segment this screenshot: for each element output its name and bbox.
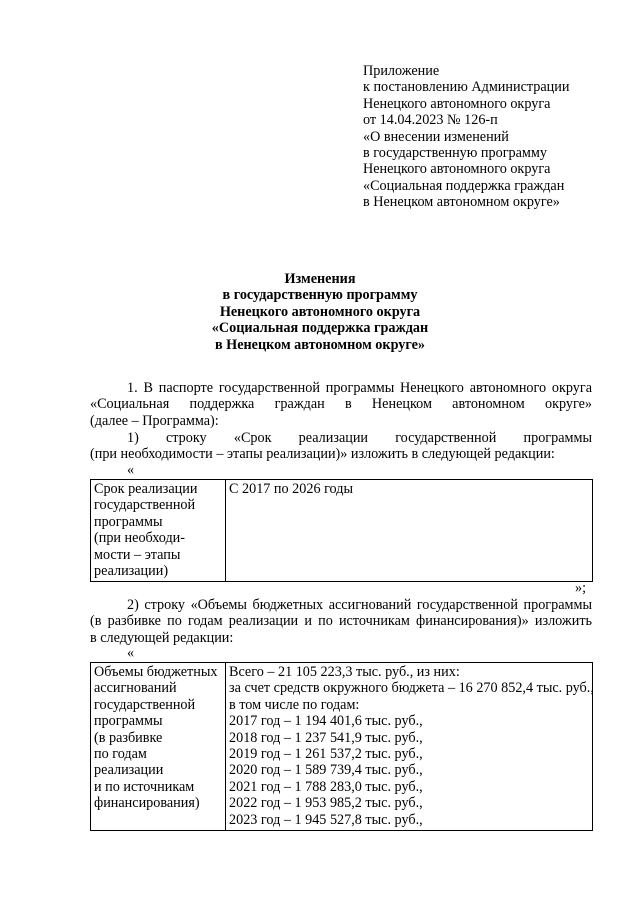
budget-table [90, 662, 593, 831]
annex-line: Ненецкого автономного округа [363, 95, 551, 112]
quote-open-mark: « [127, 462, 135, 478]
term-value-cell: С 2017 по 2026 годы [226, 480, 593, 582]
annex-line: Ненецкого автономного округа [363, 161, 551, 178]
title-line: Изменения [284, 271, 356, 287]
paragraph-line: 1) строку «Срок реализации государственной программы [127, 430, 592, 446]
item-1-paragraph [90, 380, 592, 429]
quote-close-mark: »; [575, 580, 587, 596]
title-line: в Ненецком автономном округе» [214, 336, 426, 353]
subitem-1-paragraph [90, 430, 592, 463]
annex-line: Приложение [363, 63, 440, 79]
subitem-2-paragraph [90, 597, 592, 646]
paragraph-line: (далее – Программа): [90, 412, 219, 429]
table-row [91, 480, 593, 582]
annex-line: «Социальная поддержка граждан [363, 177, 565, 194]
budget-label-cell: Объемы бюджетных ассигнований государственной программы (в разбивке по годам реализации и по источникам финансирования) [91, 663, 226, 831]
title-line: «Социальная поддержка граждан [211, 320, 429, 337]
annex-line: «О внесении изменений [363, 128, 509, 145]
paragraph-line: 1. В паспорте государственной программы Ненецкого автономного округа [127, 380, 592, 396]
paragraph-line: в следующей редакции: [90, 629, 234, 646]
title-line: в государственную программу [222, 287, 418, 304]
annex-line: в Ненецком автономном округе» [363, 194, 560, 211]
document-title [0, 271, 640, 353]
term-table [90, 479, 593, 582]
paragraph-line: (в разбивке по годам реализации и по источникам финансирования)» изложить [90, 613, 592, 630]
table-row [91, 663, 593, 831]
paragraph-line: 2) строку «Объемы бюджетных ассигнований государственной программы [127, 597, 592, 613]
annex-line: в государственную программу [363, 145, 547, 162]
annex-line: от 14.04.2023 № 126-п [363, 112, 498, 129]
quote-open-mark: « [127, 645, 135, 661]
annex-line: к постановлению Администрации [363, 79, 570, 96]
paragraph-line: «Социальная поддержка граждан в Ненецком автономном округе» [90, 396, 592, 413]
annex-header [363, 63, 623, 211]
title-line: Ненецкого автономного округа [219, 303, 421, 320]
budget-value-cell: Всего – 21 105 223,3 тыс. руб., из них: за счет средств окружного бюджета – 16 270 852,4 тыс. руб., в том числе по годам: 2017 год – 1 194 401,6 тыс. руб., 2018 год – 1 237 541,9 тыс. руб., 2019 год – 1 261 537,2 тыс. руб., 2020 год – 1 589 739,4 тыс. руб., 2021 год – 1 788 283,0 тыс. руб., 2022 год – 1 953 985,2 тыс. руб., 2023 год – 1 945 527,8 тыс. руб., [226, 663, 593, 831]
paragraph-line: (при необходимости – этапы реализации)» изложить в следующей редакции: [90, 446, 555, 463]
term-label-cell: Срок реализации государственной программы (при необходи- мости – этапы реализации) [91, 480, 226, 582]
